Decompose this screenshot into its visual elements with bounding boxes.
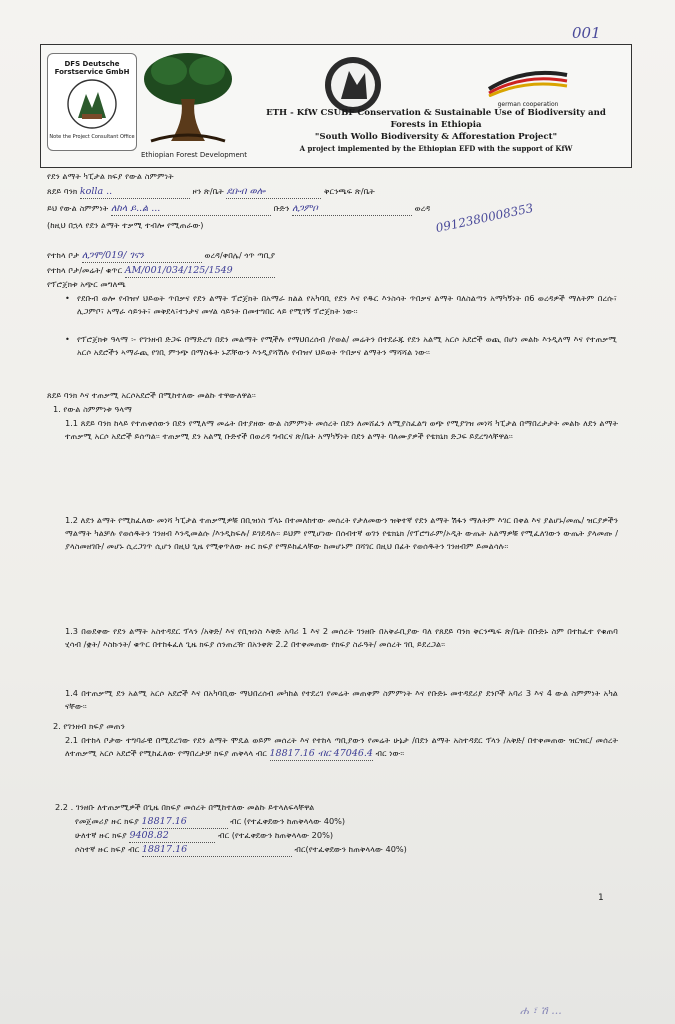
label-branch: ቅርንጫፍ ጽ/ቤት — [324, 186, 375, 196]
clause-1-1: 1.1 ጸደይ ባንክ ከላይ የተጠቀሰውን በደን የሚለማ መሬት በተያዘው ውል ስምምነት መሰረት በደን ለመሸፈን ለሚያስፈልግ ወጭ የሚያገዝ መነሻ ካፒታል በማበረታታት መልኩ ለደን ልማት ተጠቃሚ አርሶ አደሮች ይሰጣል፡፡ ተጠቃሚ ደን አልሚ ቡድኖች በወረዳ ግብርና ጽ/ቤት አማካኝነት በደን ልማት ባለሙያዎች የቴክኒክ ድጋፍ ይደረግላቸዋል፡፡ — [65, 418, 618, 441]
label-bank: ጸደይ ባንክ — [47, 186, 78, 196]
clause-2-1-birr: ብር — [375, 748, 387, 758]
payment-3-suffix: ብር(የተፈቀደውን ከጠቅላላው 40%) — [294, 844, 407, 854]
letterhead-line4: A project implemented by the Ethiopian EFD with the support of KfW — [299, 144, 573, 153]
payment-1-suffix: ብር (የተፈቀደውን ከጠቅላላው 40%) — [230, 816, 346, 826]
form-row-parcel — [47, 264, 275, 278]
payment-1-label: የመጀመሪያ ዙር ክፍያ — [75, 816, 139, 826]
payment-3-label: ሶስተኛ ዙር ክፍያ ብር — [75, 844, 140, 854]
section-2-heading: 2. የገንዘብ ክፍያ መጠን — [53, 721, 125, 731]
form-row-site — [47, 249, 275, 263]
label-parcel: የተከላ ቦታ/መሬት/ ቁጥር — [47, 265, 123, 275]
letterhead-line1: ETH - KfW CSUBF Conservation & Sustainable Use of Biodiversity and — [266, 108, 606, 118]
letterhead — [40, 44, 632, 168]
hand-pay2: 9408.82 — [129, 829, 215, 843]
clause-2-1-end: ነው፡፡ — [389, 748, 405, 758]
hand-pay3: 18817.16 — [142, 843, 292, 857]
hand-phone: 0912380008353 — [434, 200, 535, 236]
payment-row-2 — [75, 829, 333, 843]
dfs-emblem-icon — [48, 74, 136, 134]
hand-total: 18817.16 ብር 47046.4 — [269, 748, 373, 759]
letterhead-text — [241, 107, 631, 155]
page-number: 1 — [598, 893, 604, 903]
bottom-stamp: ሐ ፣ ሽ ... — [520, 1004, 562, 1017]
clause-2-2: 2.2 . ገንዘቡ ለተጠቃሚዎች በጊዜ በክፍያ መሰረት በሚከተለው መልኩ ይተላለፍላቸዋል — [55, 802, 315, 812]
ethiopian-seal-logo — [323, 55, 383, 115]
dfs-logo-text: DFS Deutsche Forstservice GmbH — [54, 60, 130, 76]
label-site: የተከላ ቦታ — [47, 250, 80, 260]
label-zone: ዞን ጽ/ቤት — [192, 186, 224, 196]
form-row-contract — [47, 202, 430, 216]
hand-group: ለከላ ይ..ል ... — [111, 202, 271, 216]
payment-2-label: ሁለተኛ ዙር ክፍያ — [75, 830, 127, 840]
payment-2-suffix: ብር (የተፈቀደውን ከጠቅላላው 20%) — [218, 830, 334, 840]
hand-zone: ደቡብ ወሎ — [226, 185, 321, 199]
label-site-kebele: ወረዳ/ቀበሌ/ ጎጥ ጣቢያ — [204, 250, 276, 260]
bullet-project-description: • የደቡብ ወሎ የብዝሃ ህይወት ጥበቃና የደን ልማት ፕሮጀክት በአማራ ክልል የአካባቢ የደን እና የዱር እንስሳት ጥበቃና ልማት ባለስልጣን አማካኝነት በ6 ወረዳዎች ማለትም በረሱ፣ ሊጋምቦ፣ አማራ ሳይንት፣ መቅደላ፣ተንታና መሃል ሳይንት በመተግበር ላይ የሚገኝ ፕሮጀክት ነው፡፡ — [77, 292, 617, 318]
seal-icon — [323, 55, 383, 115]
clause-2-1-text: 2.1 በተከላ ቦታው ተግባራዊ በሚደረገው የደን ልማት ሞዴል ወይም መሰረት እና የተከላ ጣቢያውን የመሬት ሁኔታ /በደን ልማት አስተዳደር ፕላን /አቅድ/ በተቀመጠው ዝርዝር/ መሰረት ለተጠቃሚ አርሶ አደሮች የሚከፈለው የማበረታቻ ክፍያ ጠቅላላ ብር — [65, 735, 618, 758]
hand-bank: kolla .. — [80, 185, 190, 199]
label-woreda: ወረዳ — [414, 203, 431, 213]
hand-parcel: AM/001/034/125/1549 — [125, 264, 275, 278]
label-group: ቡድን — [273, 203, 290, 213]
hand-woreda: ለጋምቦ — [292, 202, 412, 216]
beneficiary-note: (ከዚህ በኋላ የደን ልማት ተቃሚ ተብሎ የሚጠራው) — [47, 220, 204, 230]
tree-icon — [141, 49, 235, 149]
project-summary-heading: የፕሮጀክቱ አጭር መግለጫ — [47, 279, 126, 289]
hand-site: ለጋሞ/019/ ገናን — [82, 249, 202, 263]
flag-swoosh-icon — [485, 67, 571, 97]
form-row-bank — [47, 185, 375, 199]
bullet-project-objective: • የፕሮጀክቱ ዓላማ ፡- የገንዘብ ድጋፍ በማድረግ በደን መልማት የሚችሉ የማህበረሰብ /የወል/ መሬትን በተደራጁ የደን አልሚ አርሶ አደሮች ወጪ በሆነ መልኩ እንዲለማ እና የተጠቃሚ አርሶ አደሮችን ኣማራጪ የገቢ ምንጭ በማስፋት ኑሯቸውን እንዲያሻሽሉ የብዝሃ ህይወት ጥበቃና ልማትን ማሻሻል ነው፡፡ — [77, 333, 617, 359]
gtz-text: german cooperation — [497, 101, 559, 108]
agreement-intro: ጸደይ ባንክ እና ተጠቃሚ አርሶአደሮች በሚከተለው መልኩ ተዋውለዋል፡፡ — [47, 390, 256, 400]
handwritten-page-number: 001 — [572, 24, 601, 42]
section-1-heading: 1. የውል ስምምነቱ ዓላማ — [53, 404, 133, 414]
dfs-logo — [47, 53, 137, 151]
label-contract: ይህ የውል ስምምነት — [47, 203, 109, 213]
payment-row-3 — [75, 843, 407, 857]
efd-caption: Ethiopian Forest Development — [140, 151, 247, 159]
clause-1-2: 1.2 ለደን ልማት የሚከፈለው መነሻ ካፒታል ተጠቃሚዎቹ በቢዝነስ ፕላኑ በተመለከተው መሰረት የታለመውን ዝቅተኛ የደን ልማት ሽፋን ማለትም እገር በቀል እና ያልሆኑ/መጤ/ ዝርያዎችን ማልማት ካልቻሉ የወሰዱትን ገንዘብ እንዲመልሱ /እንዲከፍሉ/ ይገደዳሉ፡፡ ይህም የሚሆነው በሰብተኛ ወገን የቴክኒክ /የፕሮግራም/ኦዲት ውጤት አልማዎቹ የሚፈለገውን ውጤት ያላመጡ /ያላስመዘገቡ/ መሆኑ ሲረጋገጥ ሲሆን በዚህ ጊዜ የሚቀጥለው ዙር ክፍያ የማይከፈላቸው ከመሆኑም በሻገር በዚህ በፊት የወሰዱትን ገንዘብም ይመልሳሉ፡፡ — [65, 515, 618, 551]
letterhead-line2: Forests in Ethiopia — [390, 120, 482, 130]
hand-pay1: 18817.16 — [142, 815, 228, 829]
payment-row-1 — [75, 815, 345, 829]
clause-2-1 — [65, 734, 618, 761]
efd-tree-logo — [140, 49, 247, 159]
dfs-logo-caption: Note the Project Consultant Office — [49, 134, 135, 140]
clause-1-3: 1.3 በወደቀው የደን ልማት አስተዳደር ፕላን /አቅድ/ እና የቢዝነስ እቅድ አባሪ 1 እና 2 መሰረት ገንዘቡ በአቅራቢያው ባለ የጸደይ ባንክ ቅርንጫፍ ጽ/ቤት በቡድኑ ስም በተከፈተ የቁጠባ ሂሳብ /ቋት/ እስኩንት/ ቁጥር በተከፋፈለ ጊዜ ክፍያ ሰንጠረዥ በአንቀጽ 2.2 በተቀመጠው የክፍያ ስራዓት/ መሰረት ገቢ ይደረጋል፡፡ — [65, 626, 618, 649]
letterhead-line3: "South Wollo Biodiversity & Afforestation Project" — [314, 132, 558, 142]
clause-1-4: 1.4 በተጠቃሚ ደን አልሚ አርሶ አደሮች እና በአካባቢው ማህበረሰብ መካከል የተደረገ የመሬት መጠቀም ስምምነት እና የቡድኑ መተዳደሪያ ደንቦች አባሪ 3 እና 4 ውል ስምምነት አካል ናቸው፡፡ — [65, 688, 618, 711]
doc-title: የደን ልማት ካፒታል ክፍያ የውል ስምምነት — [47, 171, 174, 181]
